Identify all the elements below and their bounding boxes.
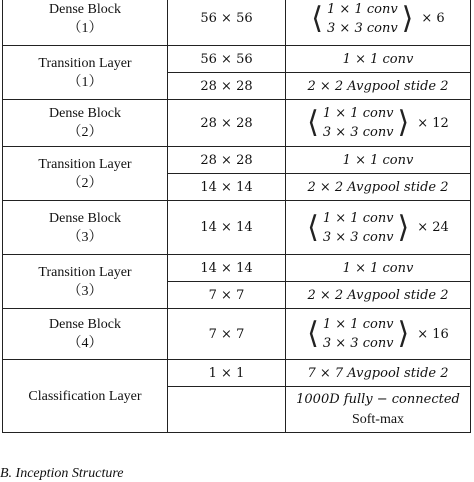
operation-line-2: Soft-max	[351, 412, 405, 427]
operation-line-1: 1 × 1 conv	[322, 106, 394, 121]
operation: 2 × 2 Avgpool stide 2	[307, 78, 449, 94]
output-size: 14 × 14	[200, 260, 253, 276]
operation: 1 × 1 conv	[342, 51, 414, 67]
layer-number: （3）	[67, 229, 103, 245]
operation-cell	[286, 147, 471, 174]
layer-name: Dense Block	[49, 317, 121, 332]
operation: 1 × 1 conv	[342, 152, 414, 168]
layer-name-cell	[3, 46, 168, 100]
layer-name: Dense Block	[49, 106, 121, 121]
section-caption: B. Inception Structure	[0, 466, 124, 481]
operation-line-1: 1000D fully − connected	[296, 392, 460, 407]
operation: 1 × 1 conv	[342, 260, 414, 276]
left-angle-bracket: ⟨	[311, 0, 324, 36]
layer-name: Transition Layer	[38, 264, 132, 280]
layer-name-cell	[3, 147, 168, 201]
output-size: 28 × 28	[200, 78, 253, 94]
layer-number: （4）	[67, 336, 103, 351]
output-size: 14 × 14	[200, 220, 253, 235]
operation-line-1: 1 × 1 conv	[322, 317, 394, 332]
left-angle-bracket: ⟨	[307, 316, 319, 351]
operation-line-1: 1 × 1 conv	[322, 210, 394, 226]
output-size: 56 × 56	[200, 51, 253, 67]
layer-number: （2）	[67, 125, 103, 140]
operation-cell	[286, 255, 471, 282]
operation-line-2: 3 × 3 conv	[322, 336, 394, 351]
operation: 2 × 2 Avgpool stide 2	[307, 179, 449, 195]
table-row	[3, 147, 471, 174]
output-size-cell	[168, 309, 286, 360]
operation-line-2: 3 × 3 conv	[322, 229, 394, 245]
layer-number: （3）	[67, 283, 103, 299]
operation-cell	[286, 309, 471, 360]
right-angle-bracket: ⟩	[397, 316, 410, 351]
repeat-count: × 12	[417, 115, 449, 131]
right-angle-bracket: ⟩	[401, 0, 414, 36]
layer-name: Transition Layer	[38, 55, 132, 71]
output-size-cell	[168, 147, 286, 174]
layer-name-cell	[3, 100, 168, 147]
output-size: 7 × 7	[208, 326, 245, 342]
output-size: 7 × 7	[208, 287, 245, 303]
table-row	[3, 201, 471, 255]
output-size-cell	[168, 46, 286, 73]
table-row	[3, 360, 471, 387]
operation-cell	[286, 0, 471, 46]
right-angle-bracket: ⟩	[397, 209, 410, 245]
operation-cell	[286, 282, 471, 309]
output-size-cell	[168, 387, 286, 433]
operation-line-1: 1 × 1 conv	[327, 1, 398, 17]
operation: 7 × 7 Avgpool stide 2	[307, 365, 449, 381]
layer-name: Dense Block	[49, 210, 121, 226]
layer-number: （1）	[67, 74, 103, 90]
output-size-cell	[168, 174, 286, 201]
layer-number: （2）	[67, 175, 103, 191]
table-row	[3, 46, 471, 73]
operation-cell	[286, 73, 471, 100]
operation-cell	[286, 100, 471, 147]
operation-line-2: 3 × 3 conv	[322, 125, 394, 140]
densenet-architecture-table	[2, 0, 471, 433]
output-size: 14 × 14	[200, 179, 253, 195]
output-size: 28 × 28	[200, 152, 253, 168]
output-size-cell	[168, 0, 286, 46]
operation-cell	[286, 387, 471, 433]
output-size-cell	[168, 360, 286, 387]
output-size: 56 × 56	[200, 11, 253, 26]
table-row	[3, 0, 471, 46]
layer-name-cell	[3, 360, 168, 433]
output-size-cell	[168, 201, 286, 255]
operation-cell	[286, 360, 471, 387]
layer-name: Transition Layer	[38, 156, 132, 172]
layer-name-cell	[3, 255, 168, 309]
operation-cell	[286, 46, 471, 73]
right-angle-bracket: ⟩	[397, 105, 410, 140]
repeat-count: × 24	[417, 220, 449, 235]
repeat-count: × 6	[421, 11, 445, 26]
layer-name-cell	[3, 309, 168, 360]
output-size-cell	[168, 255, 286, 282]
table-row	[3, 100, 471, 147]
layer-name: Classification Layer	[28, 388, 142, 404]
output-size: 28 × 28	[200, 115, 253, 131]
output-size-cell	[168, 282, 286, 309]
table-container	[2, 0, 472, 433]
left-angle-bracket: ⟨	[307, 209, 319, 245]
output-size: 1 × 1	[208, 365, 245, 381]
layer-name-cell	[3, 201, 168, 255]
operation-cell	[286, 174, 471, 201]
left-angle-bracket: ⟨	[307, 105, 319, 140]
output-size-cell	[168, 100, 286, 147]
repeat-count: × 16	[417, 326, 449, 342]
operation: 2 × 2 Avgpool stide 2	[307, 287, 449, 303]
table-row	[3, 255, 471, 282]
operation-line-2: 3 × 3 conv	[327, 20, 398, 36]
operation-cell	[286, 201, 471, 255]
layer-name-cell	[3, 0, 168, 46]
output-size-cell	[168, 73, 286, 100]
table-row	[3, 309, 471, 360]
layer-name: Dense Block	[49, 1, 121, 17]
layer-number: （1）	[67, 20, 103, 36]
